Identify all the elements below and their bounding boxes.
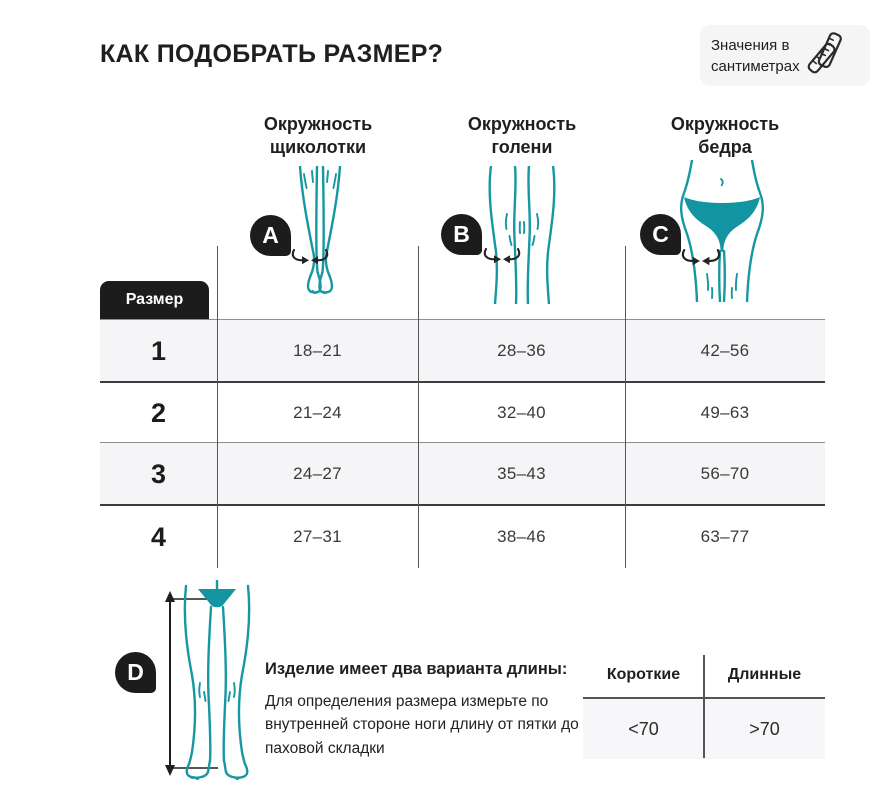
length-description: Для определения размера измерьте по внутренней стороне ноги длину от пятки до паховой складки (265, 693, 579, 757)
badge-c: C (640, 214, 681, 255)
hip-value-cell: 49–63 (700, 403, 750, 422)
badge-a: A (250, 215, 291, 256)
calf-value-cell: 38–46 (497, 527, 546, 546)
hip-torso-illustration (679, 160, 765, 302)
length-short-value: <70 (628, 718, 659, 739)
table-row (100, 382, 825, 444)
ankle-value-cell: 21–24 (293, 403, 342, 422)
units-note-text: Значения в сантиметрах (711, 36, 800, 75)
length-heading: Изделие имеет два варианта длины: (265, 660, 568, 678)
calf-legs-illustration (483, 166, 561, 304)
calf-value-cell: 28–36 (497, 341, 546, 360)
page-title: КАК ПОДОБРАТЬ РАЗМЕР? (100, 40, 444, 68)
size-header-tag: Размер (100, 281, 209, 319)
table-row (100, 443, 825, 505)
size-cell: 3 (150, 458, 167, 489)
calf-value-cell: 32–40 (497, 403, 546, 422)
ankle-legs-illustration (290, 166, 350, 304)
hip-value-cell: 42–56 (700, 341, 750, 360)
ankle-value-cell: 24–27 (293, 464, 342, 483)
table-line (703, 655, 705, 758)
badge-b: B (441, 214, 482, 255)
rotation-arrows-icon-a (289, 247, 331, 271)
measurement-label-hip: Окружность бедра (670, 114, 780, 158)
calf-value-cell: 35–43 (497, 464, 546, 483)
rotation-arrows-icon-c (677, 247, 725, 272)
length-col-short-label: Короткие (606, 665, 681, 683)
ankle-value-cell: 18–21 (293, 341, 342, 360)
length-col-long-label: Длинные (727, 665, 802, 683)
badge-d: D (115, 652, 156, 693)
measuring-tape-icon (805, 29, 847, 82)
measurement-label-calf: Окружность голени (467, 114, 577, 158)
hip-value-cell: 63–77 (700, 527, 750, 546)
length-long-value: >70 (749, 718, 780, 739)
hip-value-cell: 56–70 (700, 464, 750, 483)
size-cell: 2 (150, 397, 167, 428)
rotation-arrows-icon-b (481, 246, 523, 270)
size-cell: 4 (150, 521, 167, 552)
ankle-value-cell: 27–31 (293, 527, 342, 546)
table-row (100, 320, 825, 382)
length-table (583, 652, 825, 759)
measurement-label-ankle: Окружность щиколотки (263, 114, 373, 158)
table-row (100, 506, 825, 568)
units-note (700, 25, 870, 86)
size-cell: 1 (150, 335, 167, 366)
full-legs-illustration (178, 580, 256, 780)
